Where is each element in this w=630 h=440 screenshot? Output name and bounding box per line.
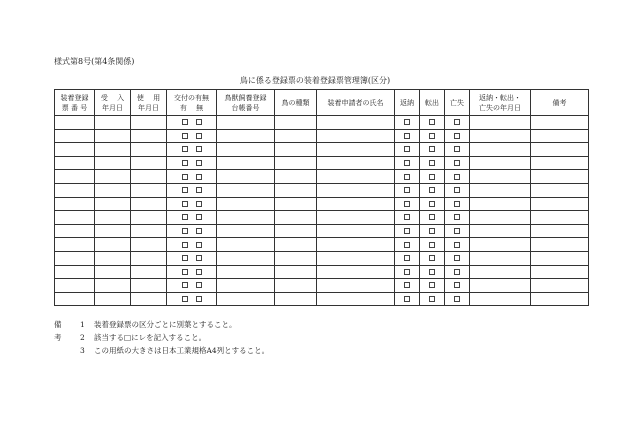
checkbox-returned[interactable] — [404, 228, 410, 234]
checkbox-transferred[interactable] — [429, 187, 435, 193]
note-number: 3 — [80, 346, 85, 355]
checkbox-lost[interactable] — [454, 282, 460, 288]
table-cell[interactable] — [275, 224, 317, 238]
checkbox-cell — [420, 224, 445, 238]
table-cell[interactable] — [131, 143, 167, 157]
table-cell[interactable] — [55, 279, 95, 293]
checkbox-cell — [420, 156, 445, 170]
checkbox-cell — [167, 251, 217, 265]
table-cell[interactable] — [317, 197, 395, 211]
table-cell[interactable] — [55, 211, 95, 225]
checkbox-lost[interactable] — [454, 146, 460, 152]
table-cell[interactable] — [470, 224, 531, 238]
checkbox-issued-yes[interactable] — [182, 119, 188, 125]
table-cell[interactable] — [317, 156, 395, 170]
table-cell[interactable] — [317, 211, 395, 225]
checkbox-transferred[interactable] — [429, 282, 435, 288]
checkbox-cell — [395, 170, 420, 184]
checkbox-cell — [167, 279, 217, 293]
table-row — [55, 116, 589, 130]
table-cell[interactable] — [217, 251, 275, 265]
table-row — [55, 197, 589, 211]
checkbox-issued-no[interactable] — [196, 269, 202, 275]
header-returned — [395, 90, 420, 116]
table-cell[interactable] — [95, 183, 131, 197]
checkbox-cell — [167, 211, 217, 225]
checkbox-cell — [167, 292, 217, 306]
checkbox-cell — [420, 170, 445, 184]
checkbox-cell — [167, 265, 217, 279]
checkbox-cell — [445, 183, 470, 197]
checkbox-cell — [395, 197, 420, 211]
document-title: 鳥に係る登録票の装着登録票管理簿(区分) — [239, 76, 391, 85]
table-cell[interactable] — [317, 292, 395, 306]
checkbox-issued-no[interactable] — [196, 228, 202, 234]
table-cell[interactable] — [55, 197, 95, 211]
header-line: 票 番 号 — [61, 103, 88, 112]
table-cell[interactable] — [217, 265, 275, 279]
table-cell[interactable] — [131, 156, 167, 170]
checkbox-lost[interactable] — [454, 269, 460, 275]
table-cell[interactable] — [275, 211, 317, 225]
checkbox-returned[interactable] — [404, 282, 410, 288]
table-cell[interactable] — [531, 292, 589, 306]
checkbox-cell — [167, 197, 217, 211]
table-cell[interactable] — [531, 279, 589, 293]
table-cell[interactable] — [131, 292, 167, 306]
checkbox-returned[interactable] — [404, 255, 410, 261]
checkbox-cell — [420, 197, 445, 211]
checkbox-returned[interactable] — [404, 214, 410, 220]
table-cell[interactable] — [275, 183, 317, 197]
table-cell[interactable] — [531, 156, 589, 170]
checkbox-issued-yes[interactable] — [182, 133, 188, 139]
note-number: 2 — [80, 333, 85, 342]
table-header-row — [55, 90, 589, 116]
checkbox-cell — [445, 251, 470, 265]
checkbox-lost[interactable] — [454, 228, 460, 234]
checkbox-issued-no[interactable] — [196, 296, 202, 302]
checkbox-cell — [445, 279, 470, 293]
header-line: 鳥の種類 — [281, 98, 310, 107]
checkbox-cell — [395, 238, 420, 252]
table-cell[interactable] — [275, 292, 317, 306]
header-applicant-name — [317, 90, 395, 116]
table-cell[interactable] — [470, 238, 531, 252]
header-line: 有 無 — [179, 103, 204, 112]
header-status-date — [470, 90, 531, 116]
header-remarks — [531, 90, 589, 116]
table-cell[interactable] — [217, 143, 275, 157]
table-cell[interactable] — [55, 265, 95, 279]
table-cell[interactable] — [217, 129, 275, 143]
table-row — [55, 279, 589, 293]
table-cell[interactable] — [317, 143, 395, 157]
checkbox-cell — [420, 143, 445, 157]
table-cell[interactable] — [470, 183, 531, 197]
checkbox-cell — [167, 116, 217, 130]
table-cell[interactable] — [531, 197, 589, 211]
checkbox-returned[interactable] — [404, 160, 410, 166]
checkbox-cell — [420, 116, 445, 130]
note-text: 装着登録票の区分ごとに別葉とすること。 — [94, 320, 237, 329]
table-cell[interactable] — [217, 279, 275, 293]
checkbox-issued-no[interactable] — [196, 160, 202, 166]
checkbox-issued-no[interactable] — [196, 146, 202, 152]
table-cell[interactable] — [531, 238, 589, 252]
checkbox-issued-no[interactable] — [196, 133, 202, 139]
checkbox-cell — [395, 279, 420, 293]
table-cell[interactable] — [531, 265, 589, 279]
table-cell[interactable] — [317, 129, 395, 143]
table-cell[interactable] — [317, 170, 395, 184]
checkbox-cell — [445, 129, 470, 143]
checkbox-issued-yes[interactable] — [182, 255, 188, 261]
checkbox-cell — [395, 211, 420, 225]
note-text: この用紙の大きさは日本工業規格A4列とすること。 — [94, 346, 270, 355]
checkbox-issued-no[interactable] — [196, 201, 202, 207]
table-cell[interactable] — [275, 279, 317, 293]
header-line: 年月日 — [138, 103, 159, 112]
checkbox-issued-no[interactable] — [196, 282, 202, 288]
checkbox-transferred[interactable] — [429, 119, 435, 125]
table-cell[interactable] — [95, 265, 131, 279]
table-cell[interactable] — [95, 211, 131, 225]
table-cell[interactable] — [275, 129, 317, 143]
table-row — [55, 251, 589, 265]
table-cell[interactable] — [131, 238, 167, 252]
table-row — [55, 211, 589, 225]
table-cell[interactable] — [55, 183, 95, 197]
header-issued — [167, 90, 217, 116]
header-tag-number — [55, 90, 95, 116]
checkbox-issued-no[interactable] — [196, 214, 202, 220]
checkbox-cell — [445, 224, 470, 238]
table-row — [55, 292, 589, 306]
table-cell[interactable] — [217, 170, 275, 184]
checkbox-issued-no[interactable] — [196, 174, 202, 180]
checkbox-cell — [395, 251, 420, 265]
header-line: 鳥獣飼養登録 — [224, 93, 267, 102]
header-bird-species — [275, 90, 317, 116]
table-row — [55, 224, 589, 238]
table-cell[interactable] — [131, 170, 167, 184]
table-cell[interactable] — [55, 292, 95, 306]
checkbox-issued-no[interactable] — [196, 119, 202, 125]
table-cell[interactable] — [217, 156, 275, 170]
header-received-date — [95, 90, 131, 116]
checkbox-cell — [167, 183, 217, 197]
checkbox-transferred[interactable] — [429, 201, 435, 207]
checkbox-returned[interactable] — [404, 269, 410, 275]
checkbox-lost[interactable] — [454, 174, 460, 180]
checkbox-lost[interactable] — [454, 255, 460, 261]
checkbox-issued-yes[interactable] — [182, 242, 188, 248]
table-cell[interactable] — [217, 116, 275, 130]
table-cell[interactable] — [470, 143, 531, 157]
table-cell[interactable] — [95, 156, 131, 170]
table-cell[interactable] — [95, 116, 131, 130]
header-line: 交付の有無 — [174, 93, 209, 102]
table-cell[interactable] — [275, 265, 317, 279]
table-cell[interactable] — [470, 279, 531, 293]
table-body — [55, 116, 589, 306]
checkbox-transferred[interactable] — [429, 214, 435, 220]
checkbox-transferred[interactable] — [429, 242, 435, 248]
checkbox-cell — [445, 197, 470, 211]
checkbox-transferred[interactable] — [429, 174, 435, 180]
table-cell[interactable] — [470, 211, 531, 225]
checkbox-lost[interactable] — [454, 201, 460, 207]
header-line: 装着登録 — [60, 93, 89, 102]
table-cell[interactable] — [95, 143, 131, 157]
table-cell[interactable] — [131, 197, 167, 211]
checkbox-cell — [420, 211, 445, 225]
checkbox-cell — [167, 156, 217, 170]
table-cell[interactable] — [317, 238, 395, 252]
table-cell[interactable] — [317, 116, 395, 130]
table-row — [55, 265, 589, 279]
table-row — [55, 238, 589, 252]
checkbox-issued-no[interactable] — [196, 255, 202, 261]
checkbox-cell — [395, 224, 420, 238]
checkbox-cell — [445, 292, 470, 306]
header-line: 備考 — [552, 98, 567, 107]
checkbox-cell — [395, 156, 420, 170]
checkbox-cell — [420, 238, 445, 252]
table-cell[interactable] — [531, 251, 589, 265]
checkbox-transferred[interactable] — [429, 255, 435, 261]
table-cell[interactable] — [531, 143, 589, 157]
table-cell[interactable] — [470, 116, 531, 130]
table-cell[interactable] — [55, 129, 95, 143]
checkbox-cell — [445, 170, 470, 184]
header-transferred — [420, 90, 445, 116]
checkbox-lost[interactable] — [454, 160, 460, 166]
table-cell[interactable] — [131, 129, 167, 143]
checkbox-cell — [445, 238, 470, 252]
table-row — [55, 183, 589, 197]
checkbox-cell — [445, 143, 470, 157]
checkbox-cell — [445, 265, 470, 279]
checkbox-cell — [420, 129, 445, 143]
checkbox-cell — [445, 116, 470, 130]
table-cell[interactable] — [317, 251, 395, 265]
checkbox-cell — [420, 251, 445, 265]
table-cell[interactable] — [470, 265, 531, 279]
table-cell[interactable] — [95, 238, 131, 252]
table-cell[interactable] — [95, 292, 131, 306]
header-line: 台帳番号 — [231, 103, 260, 112]
checkbox-issued-no[interactable] — [196, 187, 202, 193]
table-cell[interactable] — [531, 211, 589, 225]
checkbox-cell — [395, 143, 420, 157]
table-cell[interactable] — [217, 211, 275, 225]
checkbox-returned[interactable] — [404, 242, 410, 248]
checkbox-returned[interactable] — [404, 133, 410, 139]
notes-lead: 備考 — [54, 320, 62, 342]
checkbox-cell — [167, 238, 217, 252]
table-cell[interactable] — [275, 251, 317, 265]
checkbox-returned[interactable] — [404, 119, 410, 125]
table-cell[interactable] — [55, 251, 95, 265]
checkbox-lost[interactable] — [454, 296, 460, 302]
table-cell[interactable] — [55, 143, 95, 157]
table-row — [55, 170, 589, 184]
checkbox-cell — [445, 211, 470, 225]
header-line: 年月日 — [102, 103, 123, 112]
checkbox-transferred[interactable] — [429, 228, 435, 234]
table-cell[interactable] — [217, 183, 275, 197]
checkbox-returned[interactable] — [404, 146, 410, 152]
table-cell[interactable] — [55, 238, 95, 252]
checkbox-cell — [395, 129, 420, 143]
form-number: 様式第8号(第4条関係) — [54, 57, 135, 66]
checkbox-cell — [167, 143, 217, 157]
table-cell[interactable] — [470, 292, 531, 306]
table-cell[interactable] — [95, 251, 131, 265]
table-cell[interactable] — [275, 197, 317, 211]
checkbox-lost[interactable] — [454, 242, 460, 248]
checkbox-issued-yes[interactable] — [182, 160, 188, 166]
table-cell[interactable] — [95, 170, 131, 184]
checkbox-transferred[interactable] — [429, 269, 435, 275]
checkbox-issued-yes[interactable] — [182, 214, 188, 220]
checkbox-issued-yes[interactable] — [182, 201, 188, 207]
table-cell[interactable] — [131, 251, 167, 265]
table-cell[interactable] — [131, 211, 167, 225]
table-cell[interactable] — [131, 116, 167, 130]
checkbox-cell — [395, 265, 420, 279]
table-cell[interactable] — [531, 129, 589, 143]
checkbox-issued-yes[interactable] — [182, 174, 188, 180]
table-cell[interactable] — [95, 129, 131, 143]
table-cell[interactable] — [275, 116, 317, 130]
table-cell[interactable] — [131, 224, 167, 238]
header-line: 受 入 — [100, 93, 125, 102]
table-cell[interactable] — [95, 279, 131, 293]
table-cell[interactable] — [131, 279, 167, 293]
table-cell[interactable] — [217, 292, 275, 306]
checkbox-issued-yes[interactable] — [182, 187, 188, 193]
checkbox-lost[interactable] — [454, 119, 460, 125]
checkbox-cell — [420, 183, 445, 197]
checkbox-lost[interactable] — [454, 133, 460, 139]
checkbox-lost[interactable] — [454, 187, 460, 193]
table-cell[interactable] — [95, 197, 131, 211]
checkbox-returned[interactable] — [404, 174, 410, 180]
checkbox-cell — [445, 156, 470, 170]
table-cell[interactable] — [55, 224, 95, 238]
table-cell[interactable] — [531, 116, 589, 130]
header-lost — [445, 90, 470, 116]
table-cell[interactable] — [217, 197, 275, 211]
table-cell[interactable] — [470, 251, 531, 265]
checkbox-issued-yes[interactable] — [182, 269, 188, 275]
checkbox-issued-yes[interactable] — [182, 146, 188, 152]
table-cell[interactable] — [531, 170, 589, 184]
note-text: 該当する□にレを記入すること。 — [94, 333, 207, 342]
header-line: 亡失の年月日 — [479, 103, 521, 112]
table-cell[interactable] — [470, 129, 531, 143]
checkbox-cell — [420, 292, 445, 306]
table-cell[interactable] — [217, 238, 275, 252]
header-used-date — [131, 90, 167, 116]
table-cell[interactable] — [470, 197, 531, 211]
table-cell[interactable] — [470, 170, 531, 184]
checkbox-issued-yes[interactable] — [182, 296, 188, 302]
checkbox-cell — [395, 292, 420, 306]
header-line: 返納・転出・ — [479, 93, 521, 102]
table-cell[interactable] — [317, 224, 395, 238]
table-cell[interactable] — [275, 170, 317, 184]
table-cell[interactable] — [131, 183, 167, 197]
table-cell[interactable] — [95, 224, 131, 238]
checkbox-transferred[interactable] — [429, 133, 435, 139]
table-cell[interactable] — [317, 279, 395, 293]
table-cell[interactable] — [131, 265, 167, 279]
table-cell[interactable] — [217, 224, 275, 238]
table-cell[interactable] — [55, 116, 95, 130]
checkbox-transferred[interactable] — [429, 146, 435, 152]
header-line: 転出 — [425, 98, 439, 107]
checkbox-returned[interactable] — [404, 296, 410, 302]
checkbox-cell — [167, 129, 217, 143]
checkbox-transferred[interactable] — [429, 296, 435, 302]
checkbox-issued-no[interactable] — [196, 242, 202, 248]
checkbox-cell — [395, 183, 420, 197]
table-row — [55, 156, 589, 170]
table-cell[interactable] — [275, 238, 317, 252]
table-cell[interactable] — [531, 224, 589, 238]
checkbox-returned[interactable] — [404, 187, 410, 193]
table-cell[interactable] — [55, 170, 95, 184]
header-line: 使 用 — [136, 93, 161, 102]
checkbox-transferred[interactable] — [429, 160, 435, 166]
table-row — [55, 129, 589, 143]
checkbox-issued-yes[interactable] — [182, 282, 188, 288]
table-row — [55, 143, 589, 157]
table-cell[interactable] — [275, 156, 317, 170]
checkbox-lost[interactable] — [454, 214, 460, 220]
checkbox-returned[interactable] — [404, 201, 410, 207]
header-ledger-number — [217, 90, 275, 116]
register-table — [54, 89, 589, 306]
note-number: 1 — [80, 320, 85, 329]
table-cell[interactable] — [317, 183, 395, 197]
checkbox-cell — [420, 265, 445, 279]
checkbox-cell — [395, 116, 420, 130]
header-line: 返納 — [400, 98, 414, 107]
table-cell[interactable] — [531, 183, 589, 197]
checkbox-cell — [167, 224, 217, 238]
header-line: 亡失 — [450, 98, 464, 107]
checkbox-cell — [167, 170, 217, 184]
checkbox-cell — [420, 279, 445, 293]
table-cell[interactable] — [470, 156, 531, 170]
table-cell[interactable] — [275, 143, 317, 157]
table-cell[interactable] — [317, 265, 395, 279]
checkbox-issued-yes[interactable] — [182, 228, 188, 234]
table-cell[interactable] — [55, 156, 95, 170]
header-line: 装着申請者の氏名 — [327, 98, 384, 107]
